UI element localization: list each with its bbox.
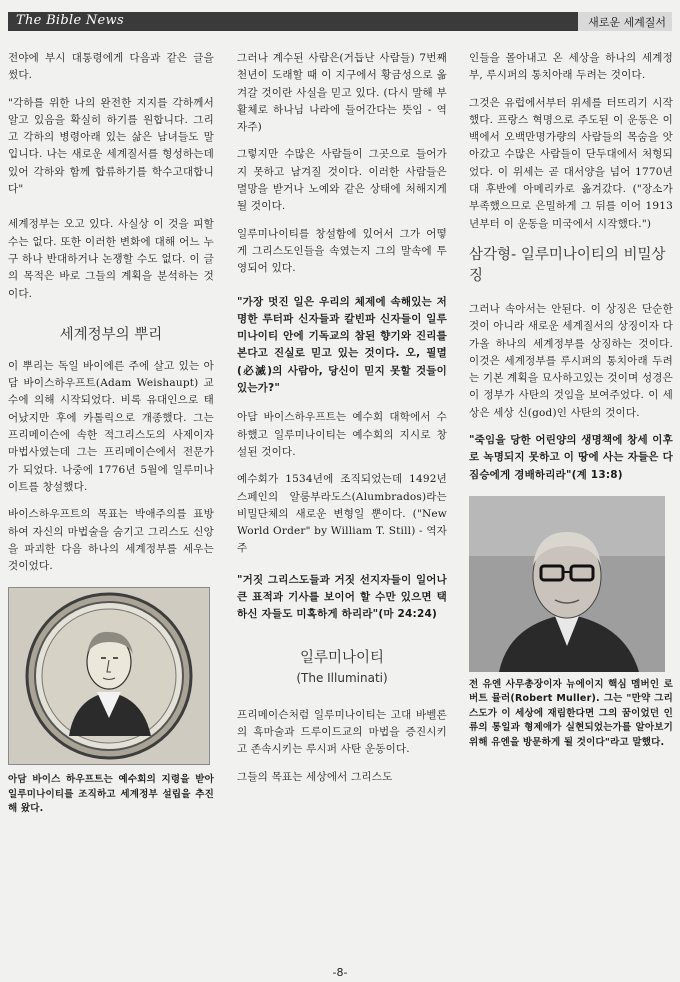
section-subheading: (The Illuminati) — [296, 670, 388, 685]
column-3 — [469, 50, 673, 750]
section-tag — [578, 12, 672, 31]
section-heading — [237, 646, 447, 685]
paragraph: 그것은 유럽에서부터 위세를 터뜨리기 시작했다. 프랑스 혁명으로 주도된 이 운동은 이백에서 오백만명가량의 사람들의 목숨을 앗아갔고 수많은 사람들이 단두대에서 처형되었다. 이 위세는 곧 대서양을 넘어 1770년대 후반에 아메리카로 옮겨갔다. ("장소가 부족했으므로 은밀하게 그 뒤를 이어 1913년부터 이 운동을 미국에서 시작했다.") — [469, 96, 673, 230]
paragraph: 그렇지만 수많은 사람들이 그곳으로 들어가지 못하고 남겨질 것이다. 이러한 사람들은 멸망을 받거나 노예와 같은 상태에 처해지게 될 것이다. — [237, 148, 447, 213]
image-caption: 아담 바이스 하우프트는 예수회의 지령을 받아 일루미나이티를 조직하고 세계정부 설립을 추진해 왔다. — [8, 774, 214, 815]
paragraph: 아담 바이스하우프트는 예수회 대학에서 수하했고 일루미나이티는 예수회의 지시로 창설된 것이다. — [237, 411, 447, 458]
paragraph: 바이스하우프트의 목표는 박애주의를 표방하여 자신의 마법술을 숨기고 그리스도 신앙을 파괴한 다음 하나의 세계정부를 세우는 것이었다. — [8, 508, 214, 573]
section-title: 새로운 세계질서 — [588, 16, 666, 29]
paragraph: 그러나 계수된 사람은(거듭난 사람들) 7번째 천년이 도래할 때 이 지구에서 황금성으로 옮겨갈 것이란 사실을 믿고 있다. (다시 말해 부활체로 하나님 나라에 들어간다는 뜻임 - 역자주) — [237, 52, 447, 134]
photo-illustration — [469, 496, 665, 672]
paragraph: 세계정부는 오고 있다. 사실상 이 것을 피할 수는 없다. 또한 이러한 변화에 대해 어느 누구 하나 반대하거나 논쟁할 수도 없다. 이 글의 목적은 바로 그들의 계획을 분석하는 것이다. — [8, 218, 214, 300]
column-2 — [237, 50, 447, 796]
weishaupt-portrait-image — [8, 587, 210, 765]
paragraph: 인들을 몰아내고 온 세상을 하나의 세계정부, 루시퍼의 통치아래 두려는 것이다. — [469, 52, 673, 82]
quote-block: "가장 멋진 일은 우리의 체제에 속해있는 저명한 루터파 신자들과 칼빈파 신자들이 일루미나이티 안에 기독교의 참된 향기와 진리를 본다고 진실로 믿고 있는 것이다. 오, 필멸(必滅)의 사람아, 당신이 믿지 못할 것들이 있는가?" — [237, 295, 447, 395]
scripture-quote: "죽임을 당한 어린양의 생명책에 창세 이후로 녹명되지 못하고 이 땅에 사는 자들은 다 짐승에게 경배하리라"(계 13:8) — [469, 434, 673, 481]
section-heading: 삼각형- 일루미나이티의 비밀상징 — [469, 246, 666, 284]
paragraph: 예수회가 1534년에 조직되었는데 1492년 스페인의 알룸부라도스(Alumbrados)라는 비밀단체의 새로운 변형일 뿐이다. ("New World Order" by William T. Still) - 역자주 — [237, 473, 448, 555]
paragraph: "각하를 위한 나의 완전한 지지를 각하께서 알고 있음을 확실히 하기를 원합니다. 그리고 각하의 병령아래 있는 삶은 남녀들도 말입니다. 나는 새로운 세계질서를 형성하는데 있어 각하와 함께 합류하기를 학수고대합니다" — [8, 96, 214, 196]
paragraph: 전야에 부시 대통령에게 다음과 같은 글을 썼다. — [8, 52, 214, 82]
column-1 — [8, 50, 214, 817]
paragraph: 프리메이슨처럼 일루미나이티는 고대 바벨론의 흑마술과 드루이드교의 마법을 증진시키고 존속시키는 루시퍼 사탄 운동이다. — [237, 708, 447, 756]
section-heading: 세계정부의 뿌리 — [59, 326, 163, 343]
section-heading-text: 일루미나이티 — [299, 649, 385, 666]
paragraph: 그러나 속아서는 안된다. 이 상징은 단순한 것이 아니라 새로운 세계질서의 상징이자 다가올 하나의 세계정부를 상징하는 것이다. 이것은 세계정부를 루시퍼의 통치아래 두려는 기본 계획을 묘사하고있는 것이며 성경은 이 정부가 사탄의 것임을 보여주었다. 이 세상은 세상 신(god)인 사탄의 것이다. — [469, 302, 673, 419]
scripture-quote: "거짓 그리스도들과 거짓 선지자들이 일어나 큰 표적과 기사를 보이어 할 수만 있으면 택하신 자들도 미혹하게 하리라"(마 24:24) — [237, 573, 447, 621]
paragraph: 그들의 목표는 세상에서 그리스도 — [237, 770, 393, 783]
header-bar — [8, 12, 672, 31]
paragraph: 일루미나이티를 창설함에 있어서 그가 어떻게 그리스도인들을 속였는지 그의 말속에 투영되어 있다. — [237, 227, 447, 275]
robert-muller-photo — [469, 496, 665, 672]
portrait-illustration — [9, 588, 209, 764]
page-header — [0, 0, 680, 34]
paragraph: 이 뿌리는 독일 바이에른 주에 살고 있는 아담 바이스하우프트(Adam Weishaupt) 교수에 의해 시작되었다. 비록 유대인으로 태어났지만 후에 카톨릭으로 개종했다. 그는 프리메이슨에 속한 적그리스도의 사제이자 마법사였는데 그는 프리메이슨에서 전문가가 되었다. 나중에 1776년 5월에 일루미나이트를 창설했다. — [8, 359, 214, 493]
page-number: -8- — [332, 966, 348, 979]
publication-title: The Bible News — [16, 13, 124, 28]
image-caption: 전 유엔 사무총장이자 뉴에이지 핵심 멤버인 로버트 뮬러(Robert Muller). 그는 "만약 그리스도가 이 세상에 재림한다면 그의 꿈이었던 인류의 통일과 형제애가 실현되었는가를 알아보기 위해 유엔을 방문하게 될 것이다"라고 말했다. — [469, 678, 673, 748]
